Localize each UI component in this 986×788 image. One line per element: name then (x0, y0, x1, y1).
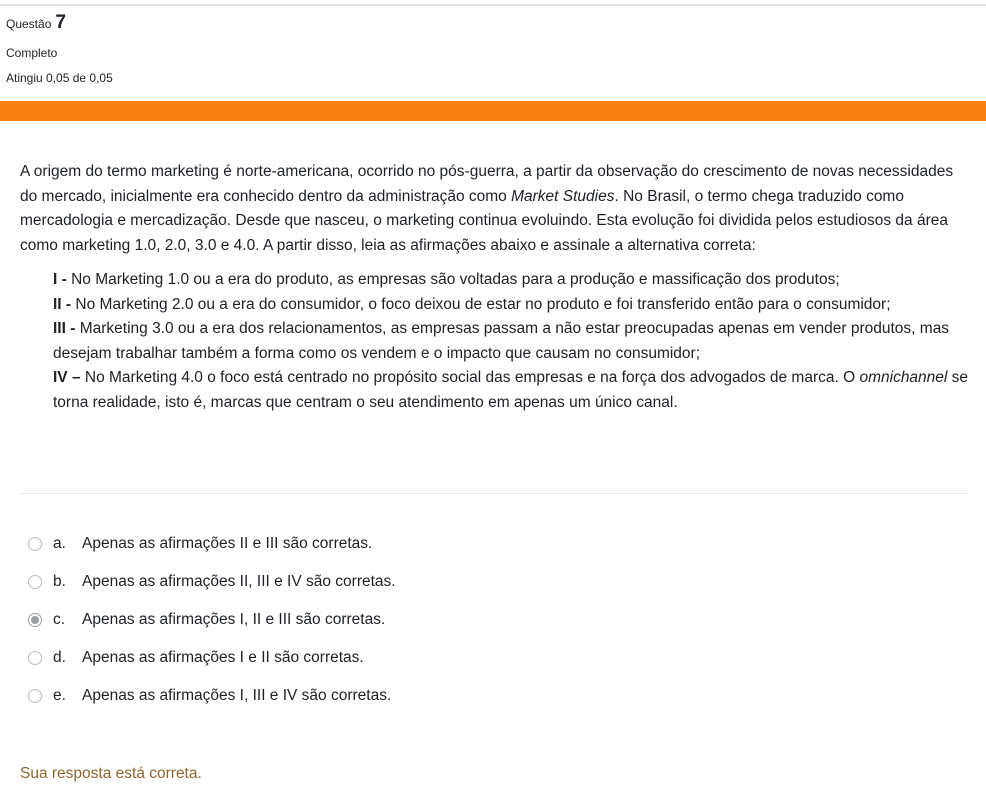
statement-4 (53, 366, 972, 415)
radio-button[interactable] (28, 613, 42, 627)
radio-button[interactable] (28, 651, 42, 665)
question-intro (20, 160, 972, 258)
statement-label: III - (53, 320, 76, 337)
question-info-box (6, 12, 113, 85)
question-text (20, 160, 972, 415)
statement-2 (53, 293, 972, 318)
statement-label: IV – (53, 369, 81, 386)
radio-button[interactable] (28, 689, 42, 703)
answer-text[interactable]: Apenas as afirmações I e II são corretas. (82, 649, 364, 666)
statement-italic: omnichannel (859, 369, 948, 386)
radio-button[interactable] (28, 575, 42, 589)
statement-1 (53, 268, 972, 293)
answer-option-e[interactable] (28, 677, 396, 715)
statement-text: No Marketing 4.0 o foco está centrado no propósito social das empresas e na força dos advogados de marca. O (84, 369, 860, 386)
answer-letter: d. (53, 649, 66, 666)
answer-option-d[interactable] (28, 639, 396, 677)
statement-label: I - (53, 271, 67, 288)
answer-text[interactable]: Apenas as afirmações I, III e IV são corretas. (82, 687, 392, 704)
question-number (6, 12, 113, 38)
statement-text: Marketing 3.0 ou a era dos relacionamentos, as empresas passam a não estar preocupadas apenas em vender produtos, mas desejam trabalhar também a forma como os vendem e o impacto que causam no consumidor; (53, 320, 950, 362)
question-number-value: 7 (55, 12, 66, 33)
statement-text-end: se torna realidade, isto é, marcas que centram o seu atendimento em apenas um único canal. (53, 369, 969, 411)
statements-list (53, 268, 972, 415)
statement-text: No Marketing 1.0 ou a era do produto, as empresas são voltadas para a produção e massificação dos produtos; (71, 271, 840, 288)
answer-option-b[interactable] (28, 563, 396, 601)
accent-bar (0, 101, 986, 121)
radio-dot (31, 616, 39, 624)
answer-letter: a. (53, 535, 66, 552)
answer-letter: b. (53, 573, 66, 590)
intro-italic: Market Studies (511, 187, 615, 205)
answer-option-c[interactable] (28, 601, 396, 639)
top-divider (0, 4, 986, 6)
radio-button[interactable] (28, 537, 42, 551)
answer-option-a[interactable] (28, 525, 396, 563)
question-label: Questão (6, 17, 52, 31)
statement-3 (53, 317, 972, 366)
statement-text: No Marketing 2.0 ou a era do consumidor, o foco deixou de estar no produto e foi transferido então para o consumidor; (75, 295, 891, 313)
intro-text-1: A origem do termo marketing é norte-americana, ocorrido no pós-guerra, a partir da observação do crescimento de novas necessidades do mercado, inicialmente era conhecido dentro da administração como (20, 163, 954, 205)
answer-text[interactable]: Apenas as afirmações II e III são corretas. (82, 535, 373, 552)
answer-letter: c. (53, 611, 66, 628)
question-state: Completo (6, 46, 58, 60)
feedback-message: Sua resposta está correta. (20, 765, 202, 782)
intro-text-2: . No Brasil, o termo chega traduzido como mercadologia e mercadização. Desde que nasceu, o marketing continua evoluindo. Esta evolução foi dividida pelos estudiosos da área como marketing 1.0, 2.0, 3.0 e 4.0. A partir disso, leia as afirmações abaixo e assinale a alternativa correta: (20, 187, 948, 254)
answer-text[interactable]: Apenas as afirmações I, II e III são corretas. (82, 611, 386, 628)
statement-label: II - (53, 295, 72, 313)
answers-divider (20, 493, 968, 494)
answer-options (28, 525, 396, 715)
answer-letter: e. (53, 687, 66, 704)
answer-text[interactable]: Apenas as afirmações II, III e IV são corretas. (82, 573, 396, 590)
question-grade: Atingiu 0,05 de 0,05 (6, 71, 113, 85)
